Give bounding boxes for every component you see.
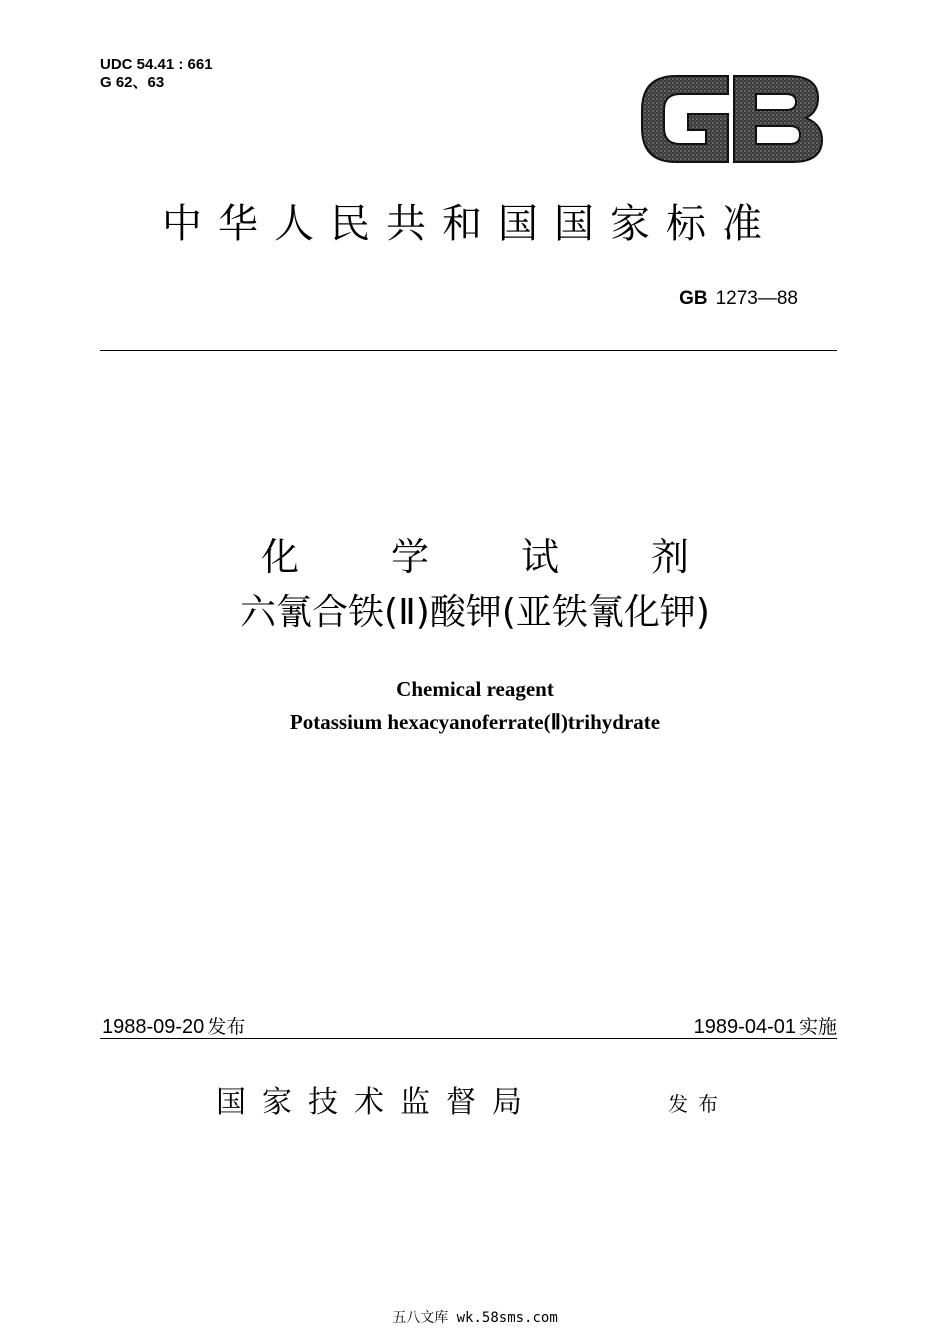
effective-date-block — [694, 1014, 837, 1040]
standard-prefix: GB — [679, 288, 708, 309]
national-standard-heading: 中华人民共和国国家标准 — [162, 201, 778, 247]
title-en-line1: Chemical reagent — [396, 677, 554, 701]
top-divider — [100, 350, 837, 351]
issue-date: 1988-09-20 — [102, 1016, 205, 1038]
gb-logo — [636, 70, 826, 168]
title-cn-line2: 六氰合铁(Ⅱ)酸钾(亚铁氰化钾) — [240, 592, 710, 633]
g-code: G 62、63 — [100, 74, 165, 91]
standard-number — [679, 287, 798, 311]
title-en-line2: Potassium hexacyanoferrate(Ⅱ)trihydrate — [289, 710, 661, 734]
udc-code: UDC 54.41 : 661 — [100, 56, 213, 73]
issuer-action: 发布 — [668, 1092, 728, 1116]
footer-watermark: 五八文库 wk.58sms.com — [392, 1310, 558, 1326]
issue-date-block — [102, 1014, 245, 1040]
issue-word: 发布 — [207, 1016, 246, 1038]
title-cn-line1: 化学试剂 — [260, 535, 781, 579]
issuer-name: 国家技术监督局 — [216, 1085, 538, 1120]
effective-word: 实施 — [798, 1016, 837, 1038]
effective-date: 1989-04-01 — [693, 1016, 796, 1038]
classification-codes — [100, 56, 213, 92]
standard-code: 1273—88 — [715, 288, 798, 309]
bottom-divider — [100, 1038, 837, 1039]
